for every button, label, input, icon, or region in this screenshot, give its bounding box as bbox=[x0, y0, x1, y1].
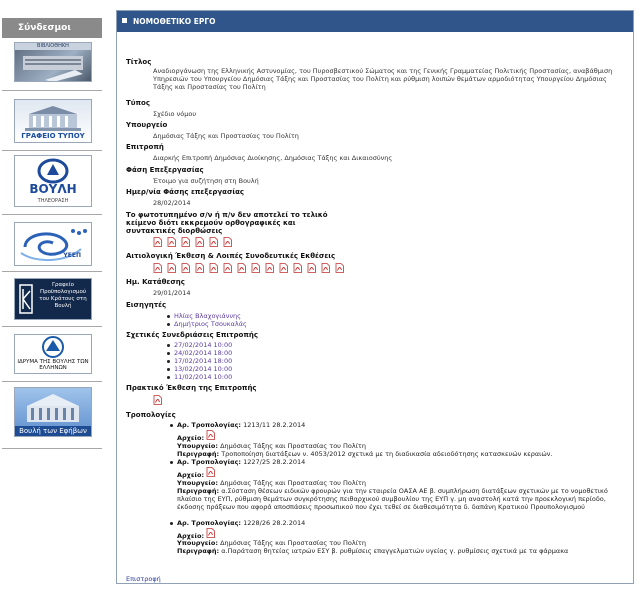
parliament-foundation-banner-label: ΙΔΡΥΜΑ ΤΗΣ ΒΟΥΛΗΣ ΤΩΝ ΕΛΛΗΝΩΝ bbox=[17, 359, 89, 371]
pdf-icon[interactable] bbox=[321, 263, 330, 273]
parliament-tv-logo-icon bbox=[15, 158, 91, 184]
pdf-icon[interactable] bbox=[293, 263, 302, 273]
press-office-banner[interactable] bbox=[14, 99, 92, 143]
budget-office-logo-icon bbox=[17, 279, 35, 319]
committee-label: Επιτροπή bbox=[126, 143, 164, 151]
amendment-description: Περιγραφή: Τροποποίηση διατάξεων ν. 4053/2012 σχετικά με τη διαδικασία αδειοδότησης κατασκευών κεραιών. bbox=[177, 450, 553, 458]
press-office-banner-label: ΓΡΑΦΕΙΟ ΤΥΠΟΥ bbox=[21, 132, 85, 140]
pdf-icon[interactable] bbox=[209, 263, 218, 273]
amendment-file: Αρχείο: bbox=[177, 467, 617, 479]
panel-header: ΝΟΜΟΘΕΤΙΚΟ ΕΡΓΟ bbox=[117, 11, 633, 32]
pdf-icon[interactable] bbox=[195, 263, 204, 273]
amendment-file: Αρχείο: bbox=[177, 430, 617, 442]
session-link[interactable]: 17/02/2014 18:00 bbox=[174, 357, 233, 365]
pdf-icon[interactable] bbox=[279, 263, 288, 273]
pdf-icon[interactable] bbox=[307, 263, 316, 273]
amendment-file: Αρχείο: bbox=[177, 528, 617, 540]
pdf-icon[interactable] bbox=[167, 237, 176, 247]
amendment-description: Περιγραφή: α.Παράταση θητείας ιατρών ΕΣΥ β. ρυθμίσεις επαγγελματιών υγείας γ. ρυθμίσεις σχετικά με τα φάρμακα bbox=[177, 547, 569, 555]
pdf-icon[interactable] bbox=[153, 263, 162, 273]
report-pdf-links bbox=[153, 263, 349, 275]
type-value: Σχέδιο νόμου bbox=[153, 110, 197, 118]
rapporteur-link[interactable]: Ηλίας Βλαχογιάννης bbox=[174, 312, 241, 320]
budget-office-banner-label: Γραφείο Προϋπολογισμού του Κράτους στη Βουλή bbox=[39, 282, 87, 309]
back-link[interactable]: Επιστροφή bbox=[126, 575, 161, 583]
divider bbox=[2, 214, 102, 215]
sessions-label: Σχετικές Συνεδριάσεις Επιτροπής bbox=[126, 331, 259, 339]
reports-label: Αιτιολογική Έκθεση & Λοιπές Συνοδευτικές Εκθέσεις bbox=[126, 252, 336, 260]
pdf-icon[interactable] bbox=[209, 237, 218, 247]
spiral-logo-icon bbox=[15, 223, 91, 266]
rapporteur-link[interactable]: Δημήτριος Τσουκαλάς bbox=[174, 320, 247, 328]
session-link[interactable]: 11/02/2014 10:00 bbox=[174, 373, 233, 381]
title-value: Αναδιοργάνωση της Ελληνικής Αστυνομίας, του Πυροσβεστικού Σώματος και της Γενικής Γραμματείας Πολιτικής Προστασίας, αναβάθμιση Υπηρεσιών του Υπουργείου Δημόσιας Τάξης και Προστασίας του Πολίτη και ρύθμιση λοιπών θεμάτων αρμοδιότητας Υπουργείου Δημόσιας Τάξης και Προστασίας του Πολίτη bbox=[153, 67, 613, 91]
pdf-icon[interactable] bbox=[206, 467, 215, 477]
yeep-banner[interactable] bbox=[14, 222, 92, 266]
pdf-icon[interactable] bbox=[223, 263, 232, 273]
parliament-tv-banner[interactable] bbox=[14, 155, 92, 207]
divider bbox=[2, 448, 102, 449]
committee-value: Διαρκής Επιτροπή Δημόσιας Διοίκησης, Δημόσιας Τάξης και Δικαιοσύνης bbox=[153, 154, 393, 162]
pdf-icon[interactable] bbox=[223, 237, 232, 247]
divider bbox=[2, 150, 102, 151]
pdf-icon[interactable] bbox=[153, 395, 162, 405]
phase-date-label: Ημερ/νία Φάσης επεξεργασίας bbox=[126, 188, 245, 196]
phase-label: Φάση Επεξεργασίας bbox=[126, 166, 204, 174]
phase-value: Έτοιμο για συζήτηση στη Βουλή bbox=[153, 177, 259, 185]
session-link[interactable]: 13/02/2014 10:00 bbox=[174, 365, 233, 373]
youth-parliament-banner[interactable] bbox=[14, 387, 92, 437]
yeep-banner-label: ΥΕΕΠ bbox=[63, 252, 81, 259]
ministry-label: Υπουργείο bbox=[126, 121, 168, 129]
parliament-building-icon bbox=[15, 104, 91, 134]
amendments-label: Τροπολογίες bbox=[126, 411, 176, 419]
links-sidebar bbox=[0, 0, 104, 594]
divider bbox=[2, 381, 102, 382]
phase-date-value: 28/02/2014 bbox=[153, 199, 191, 207]
pdf-icon[interactable] bbox=[195, 237, 204, 247]
library-banner-label: ΒΙΒΛΙΟΘΗΚΗ bbox=[15, 43, 91, 50]
photocopy-pdf-links bbox=[153, 237, 237, 249]
parliament-tv-banner-label: ΒΟΥΛΗ bbox=[29, 182, 77, 196]
books-icon bbox=[15, 50, 91, 82]
filing-date-label: Ημ. Κατάθεσης bbox=[126, 278, 185, 286]
pdf-icon[interactable] bbox=[237, 263, 246, 273]
pdf-icon[interactable] bbox=[153, 237, 162, 247]
ministry-value: Δημόσιας Τάξης και Προστασίας του Πολίτη bbox=[153, 132, 299, 140]
amendment-description: Περιγραφή: α.Σύσταση θέσεων ειδικών φρουρών για την εταιρεία ΟΑΣΑ ΑΕ β. συμπλήρωση διατάξεων σχετικών με το νομοθετικό πλαίσιο της ΕΥΠ, ρύθμιση θεμάτων συγκρότησης πειθαρχικού συμβουλίου της ΕΥΠ γ. μη αναστολή κατά την προεκλογική περίοδο, έκδοσης πράξεων που αφορά αποσπάσεις προσωπικού που έχει τεθεί σε διαθεσιμότητα δ. δαπάνη Κρατικού Προυπολογισμού bbox=[177, 487, 608, 511]
divider bbox=[2, 326, 102, 327]
sidebar-title: Σύνδεσμοι bbox=[2, 18, 102, 38]
divider bbox=[2, 90, 102, 91]
rapporteurs-label: Εισηγητές bbox=[126, 301, 167, 309]
amendment-number: Αρ. Τροπολογίας: 1228/26 28.2.2014 bbox=[177, 519, 617, 527]
parliament-tv-banner-sublabel: ΤΗΛΕΟΡΑΣΗ bbox=[37, 198, 69, 204]
divider bbox=[2, 271, 102, 272]
amendment-number: Αρ. Τροπολογίας: 1213/11 28.2.2014 bbox=[177, 421, 617, 429]
session-link[interactable]: 27/02/2014 10:00 bbox=[174, 341, 233, 349]
library-banner[interactable] bbox=[14, 42, 92, 82]
session-link[interactable]: 24/02/2014 18:00 bbox=[174, 349, 233, 357]
parliament-foundation-banner[interactable] bbox=[14, 334, 92, 374]
minutes-label: Πρακτικό Έκθεση της Επιτροπής bbox=[126, 384, 257, 392]
title-label: Τίτλος bbox=[126, 58, 152, 66]
pdf-icon[interactable] bbox=[206, 430, 215, 440]
foundation-logo-icon bbox=[15, 336, 91, 360]
amendment-number: Αρ. Τροπολογίας: 1227/25 28.2.2014 bbox=[177, 458, 617, 466]
photocopy-note-label: Το φωτοτυπημένο σ/ν ή π/ν δεν αποτελεί το τελικό κείμενο διότι εκκρεμούν ορθογραφικές και συντακτικές διορθώσεις bbox=[126, 211, 328, 235]
filing-date-value: 29/01/2014 bbox=[153, 289, 191, 297]
parliament-facade-icon bbox=[15, 388, 91, 428]
pdf-icon[interactable] bbox=[265, 263, 274, 273]
pdf-icon[interactable] bbox=[167, 263, 176, 273]
pdf-icon[interactable] bbox=[251, 263, 260, 273]
amendment-ministry: Υπουργείο: Δημόσιας Τάξης και Προστασίας του Πολίτη bbox=[177, 539, 366, 547]
amendment-ministry: Υπουργείο: Δημόσιας Τάξης και Προστασίας του Πολίτη bbox=[177, 479, 366, 487]
legislative-work-panel bbox=[116, 10, 634, 584]
amendment-ministry: Υπουργείο: Δημόσιας Τάξης και Προστασίας του Πολίτη bbox=[177, 442, 366, 450]
type-label: Τύπος bbox=[126, 99, 150, 107]
pdf-icon[interactable] bbox=[206, 528, 215, 538]
pdf-icon[interactable] bbox=[181, 263, 190, 273]
pdf-icon[interactable] bbox=[181, 237, 190, 247]
minutes-pdf-links bbox=[153, 395, 167, 407]
pdf-icon[interactable] bbox=[335, 263, 344, 273]
budget-office-banner[interactable] bbox=[14, 278, 92, 320]
youth-parliament-banner-label: Βουλή των Εφήβων bbox=[15, 426, 91, 436]
